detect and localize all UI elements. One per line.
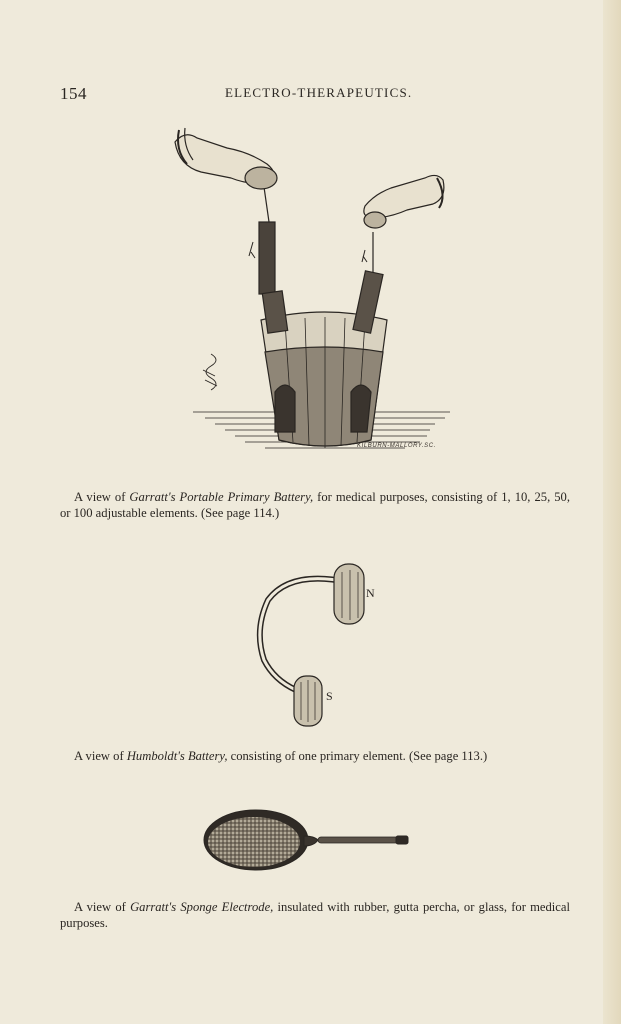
engraver-credit: KILBURN-MALLORY.SC. bbox=[357, 443, 436, 449]
north-plate bbox=[334, 564, 364, 624]
caption-text: consisting of one primary element. (See page 113.) bbox=[227, 748, 488, 763]
left-hand bbox=[175, 128, 277, 189]
south-pole-label: S bbox=[326, 689, 333, 703]
coil-wire bbox=[203, 354, 217, 390]
battery-illustration bbox=[165, 122, 455, 462]
caption-text: insulated with rubber, gutta percha, or glass, for medical purposes. bbox=[60, 899, 570, 930]
caption-prefix: A view of bbox=[74, 899, 131, 914]
running-head: ELECTRO-THERAPEUTICS. bbox=[225, 85, 413, 100]
figure-caption bbox=[60, 489, 570, 521]
sponge-surface bbox=[208, 817, 300, 867]
caption-prefix: A view of bbox=[74, 748, 127, 763]
caption-title: Garratt's Portable Primary Battery, bbox=[129, 489, 314, 504]
north-pole-label: N bbox=[366, 586, 375, 600]
south-plate bbox=[294, 676, 322, 726]
page-number: 154 bbox=[60, 84, 87, 103]
page-edge-shadow bbox=[603, 0, 621, 1024]
caption-text: for medical purposes, consisting of 1, 10, 25, 50, or 100 adjustable elements. (See page 114.) bbox=[60, 489, 570, 520]
electrode-handle bbox=[318, 837, 406, 843]
right-hand bbox=[364, 175, 444, 228]
figure-caption bbox=[60, 899, 570, 931]
sponge-electrode-illustration bbox=[200, 800, 415, 880]
figure-caption bbox=[60, 748, 570, 764]
page-header bbox=[0, 84, 621, 104]
left-element bbox=[249, 180, 288, 333]
caption-title: Humboldt's Battery, bbox=[126, 748, 228, 763]
caption-title: Garratt's Sponge Electrode, bbox=[130, 899, 274, 914]
caption-prefix: A view of bbox=[74, 489, 130, 504]
